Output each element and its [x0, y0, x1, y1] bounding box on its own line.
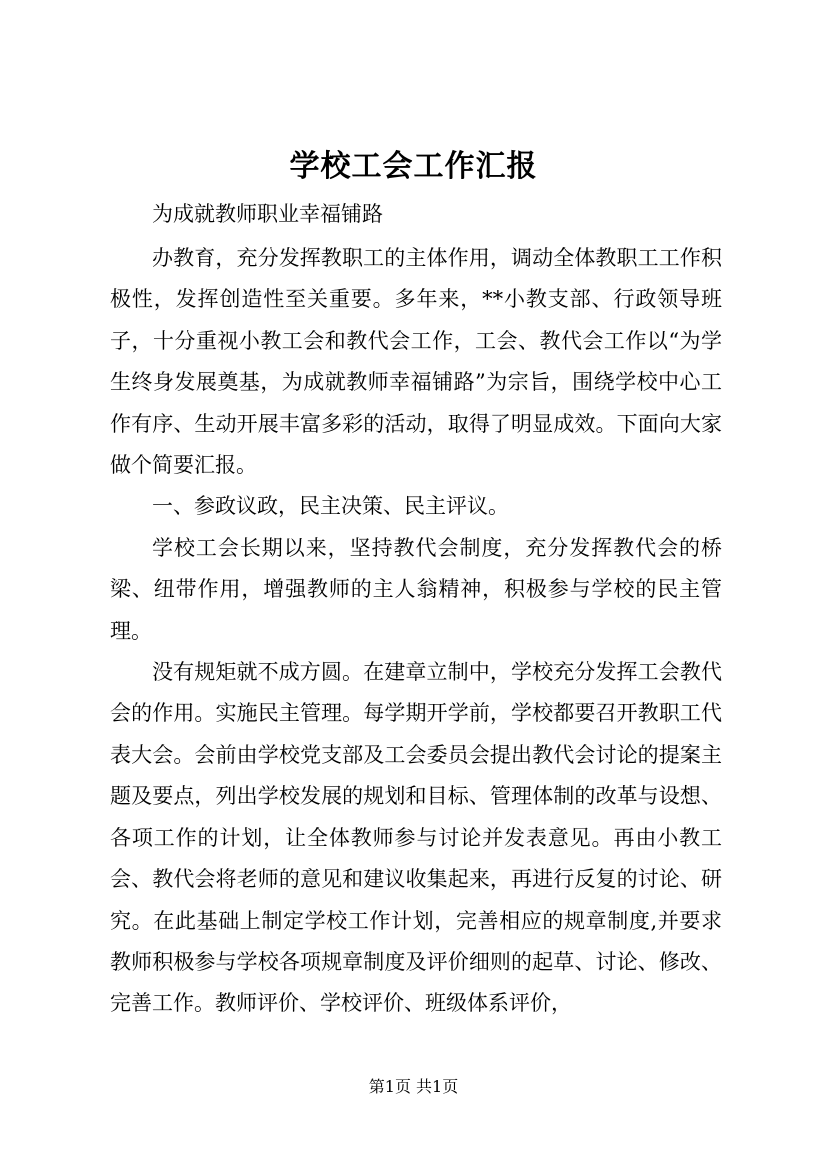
document-body — [110, 198, 722, 1025]
paragraph-rules: 没有规矩就不成方圆。在建章立制中，学校充分发挥工会教代会的作用。实施民主管理。每学期开学前，学校都要召开教职工代表大会。会前由学校党支部及工会委员会提出教代会讨论的提案主题及要点，列出学校发展的规划和目标、管理体制的改革与设想、各项工作的计划，让全体教师参与讨论并发表意见。再由小教工会、教代会将老师的意见和建议收集起来，再进行反复的讨论、研究。在此基础上制定学校工作计划，完善相应的规章制度,并要求教师积极参与学校各项规章制度及评价细则的起草、讨论、修改、完善工作。教师评价、学校评价、班级体系评价， — [110, 660, 722, 1016]
page-footer: 第1页 共1页 — [368, 1077, 459, 1096]
document-subtitle: 为成就教师职业幸福铺路 — [152, 202, 383, 226]
document-title: 学校工会工作汇报 — [289, 149, 538, 184]
paragraph-intro: 办教育，充分发挥教职工的主体作用，调动全体教职工工作积极性，发挥创造性至关重要。多年来，**小教支部、行政领导班子，十分重视小教工会和教代会工作，工会、教代会工作以“为学生终身发展奠基，为成就教师幸福铺路”为宗旨，围绕学校中心工作有序、生动开展丰富多彩的活动，取得了明显成效。下面向大家做个简要汇报。 — [110, 246, 722, 478]
section-heading: 一、参政议政，民主决策、民主评议。 — [152, 494, 509, 519]
paragraph-congress: 学校工会长期以来，坚持教代会制度，充分发挥教代会的桥梁、纽带作用，增强教师的主人翁精神，积极参与学校的民主管理。 — [110, 535, 722, 643]
